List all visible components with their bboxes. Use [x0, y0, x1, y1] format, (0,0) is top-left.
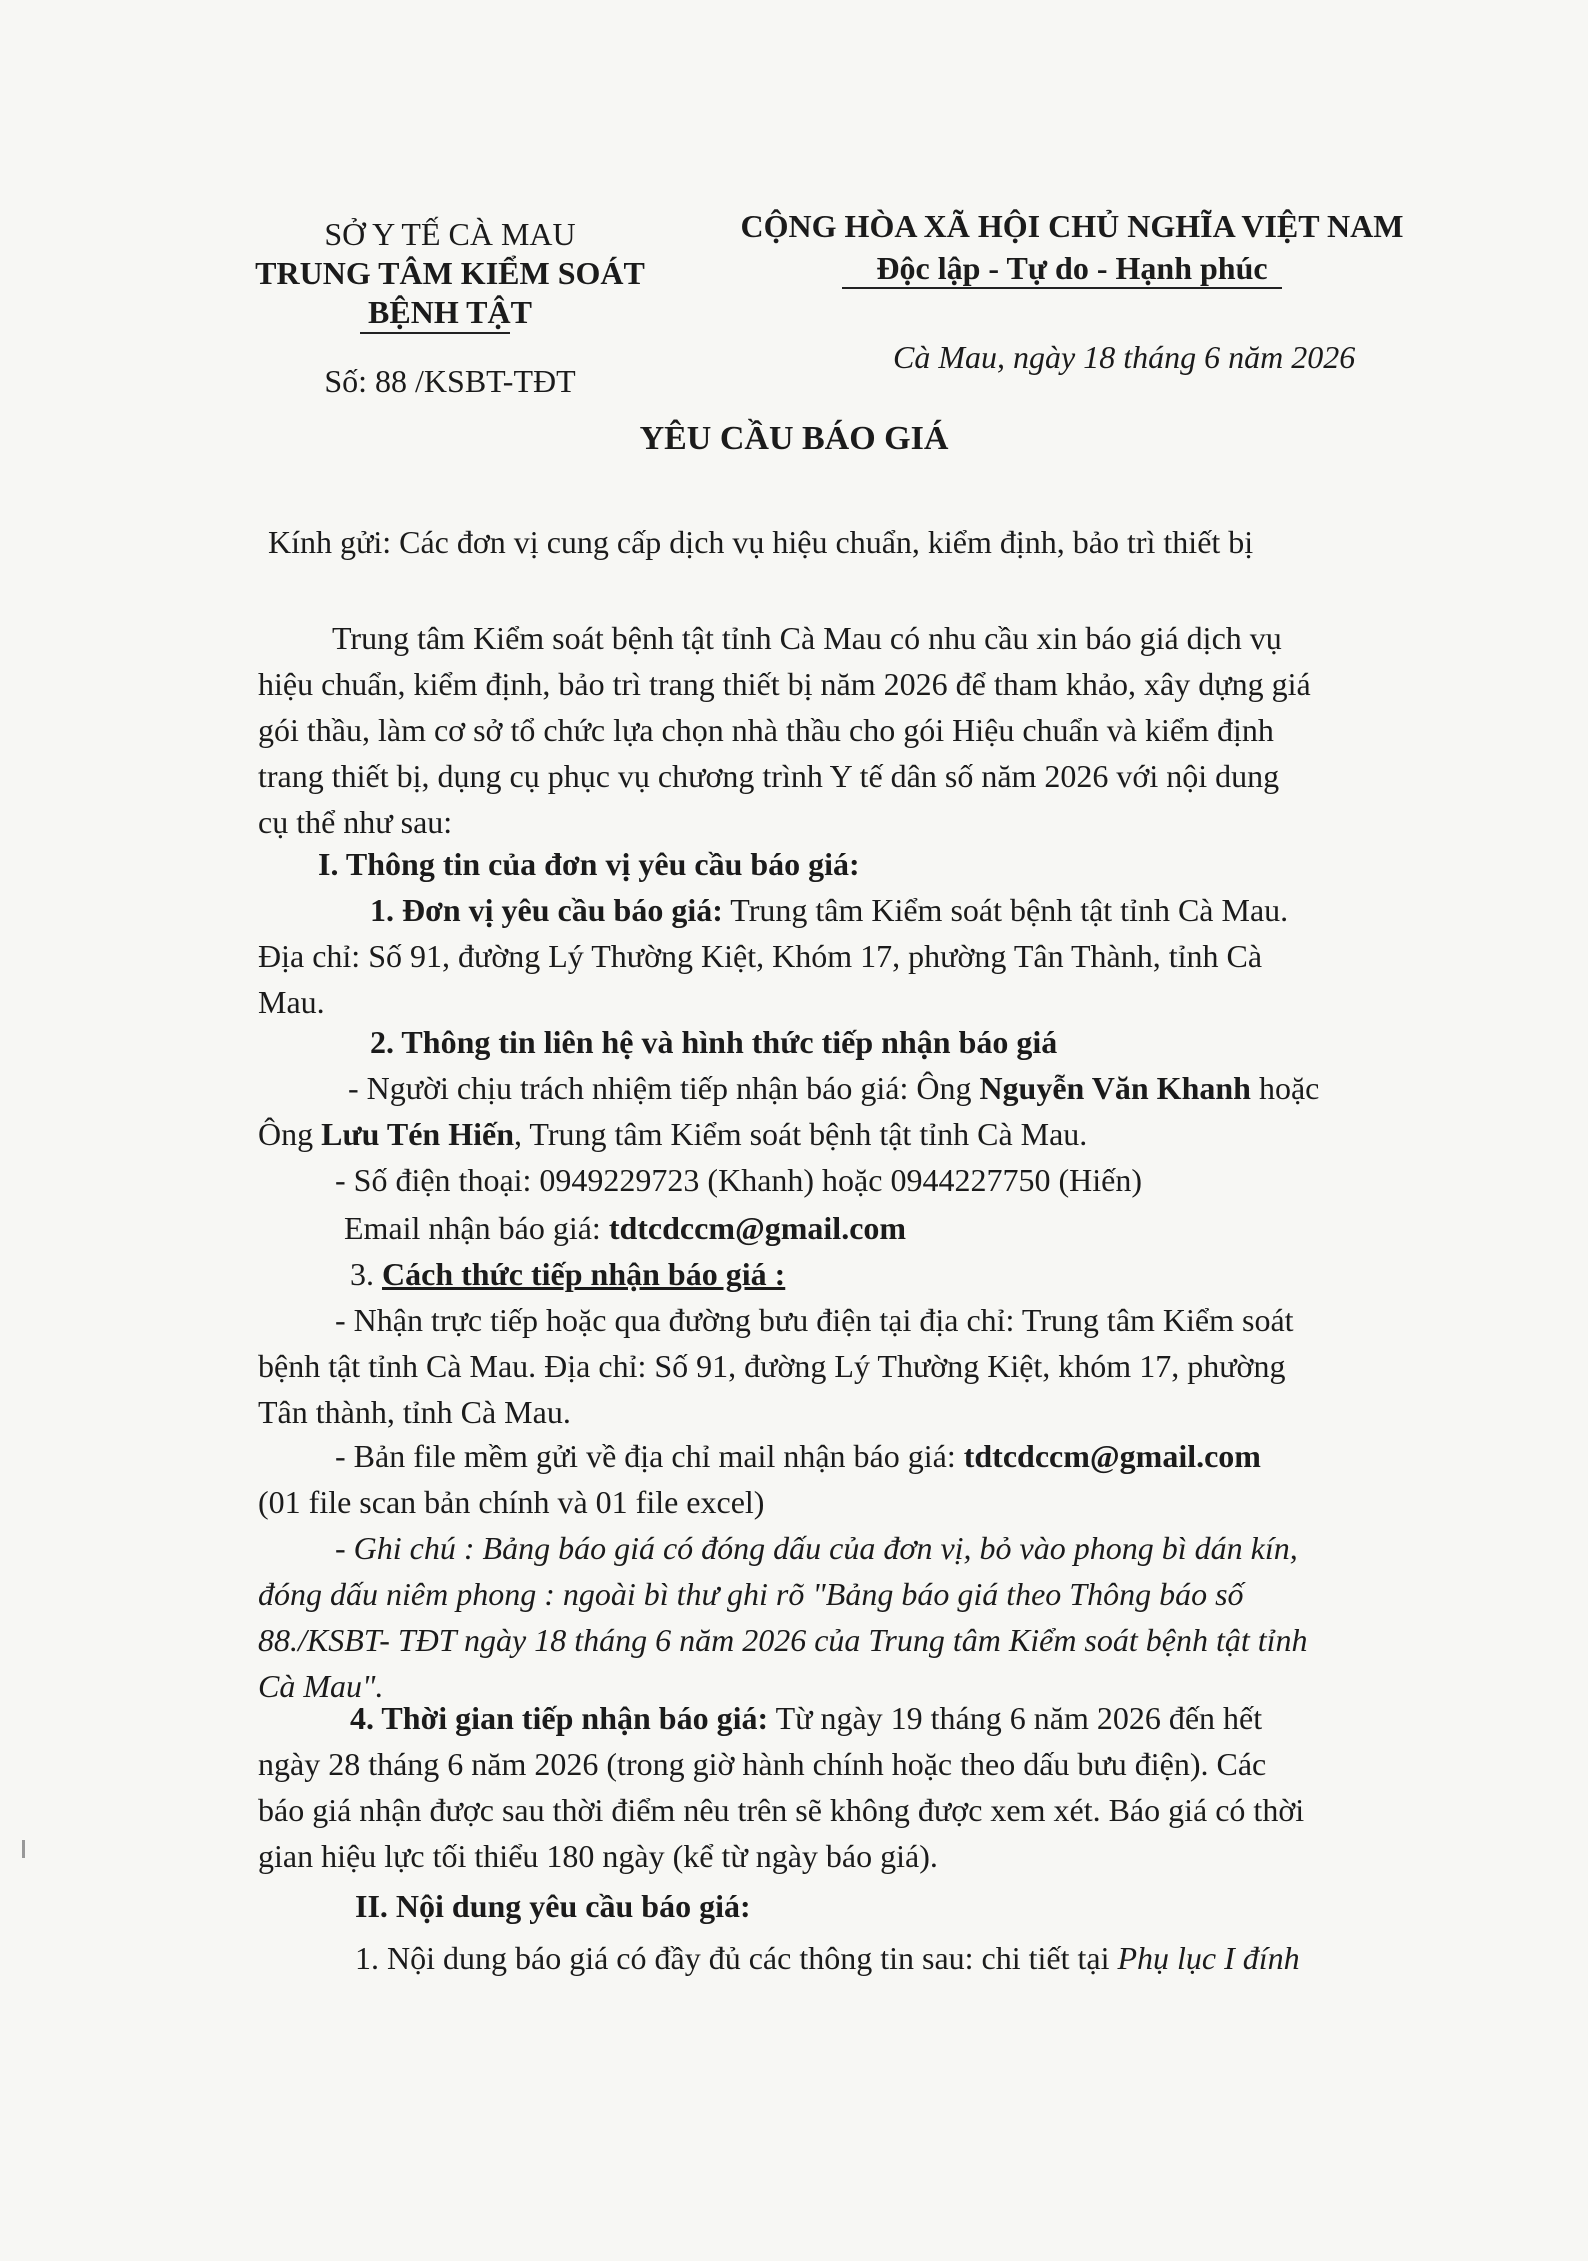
item-3-line-1: - Nhận trực tiếp hoặc qua đường bưu điện tại địa chỉ: Trung tâm Kiểm soát — [335, 1302, 1294, 1338]
item-3-heading: Cách thức tiếp nhận báo giá : — [382, 1256, 786, 1292]
item-3-line-4-prefix: - Bản file mềm gửi về địa chỉ mail nhận báo giá: — [335, 1438, 964, 1474]
agency-name-line2: BỆNH TẬT — [368, 294, 532, 330]
section-1-heading: I. Thông tin của đơn vị yêu cầu báo giá: — [318, 846, 860, 882]
note-line-3: 88./KSBT- TĐT ngày 18 tháng 6 năm 2026 của Trung tâm Kiểm soát bệnh tật tỉnh — [258, 1622, 1308, 1658]
note-line-2: đóng dấu niêm phong : ngoài bì thư ghi rõ "Bảng báo giá theo Thông báo số — [258, 1576, 1244, 1612]
item-2-person-mid: hoặc — [1250, 1070, 1320, 1106]
email-link-2[interactable]: tdtcdccm@gmail.com — [963, 1438, 1261, 1474]
section-2-item-1-italic: Phụ lục I đính — [1117, 1940, 1300, 1976]
agency-name-line1: TRUNG TÂM KIỂM SOÁT — [255, 255, 645, 291]
item-1-address-1: Địa chỉ: Số 91, đường Lý Thường Kiệt, Khóm 17, phường Tân Thành, tỉnh Cà — [258, 938, 1263, 974]
document-number: Số: 88 /KSBT-TĐT — [324, 363, 576, 399]
item-3-line-4 — [335, 1438, 1261, 1475]
item-3-number: 3. — [350, 1256, 382, 1292]
country-name: CỘNG HÒA XÃ HỘI CHỦ NGHĨA VIỆT NAM — [740, 208, 1404, 244]
item-1-label: 1. Đơn vị yêu cầu báo giá: — [370, 892, 723, 928]
item-3-line-2: bệnh tật tỉnh Cà Mau. Địa chỉ: Số 91, đường Lý Thường Kiệt, khóm 17, phường — [258, 1348, 1286, 1384]
item-2-heading: 2. Thông tin liên hệ và hình thức tiếp nhận báo giá — [370, 1024, 1058, 1060]
item-4-line-2: ngày 28 tháng 6 năm 2026 (trong giờ hành chính hoặc theo dấu bưu điện). Các — [258, 1746, 1267, 1782]
place-date: Cà Mau, ngày 18 tháng 6 năm 2026 — [893, 339, 1356, 375]
intro-line-4: trang thiết bị, dụng cụ phục vụ chương trình Y tế dân số năm 2026 với nội dung — [258, 758, 1280, 794]
item-4-label: 4. Thời gian tiếp nhận báo giá: — [350, 1700, 769, 1736]
item-4-text: Từ ngày 19 tháng 6 năm 2026 đến hết — [768, 1700, 1263, 1736]
national-motto: Độc lập - Tự do - Hạnh phúc — [876, 250, 1268, 286]
item-3-line-3: Tân thành, tỉnh Cà Mau. — [258, 1394, 571, 1430]
item-2-email-label: Email nhận báo giá: — [344, 1210, 609, 1246]
section-2-item-1-prefix: 1. Nội dung báo giá có đầy đủ các thông tin sau: chi tiết tại — [355, 1940, 1118, 1976]
motto-underline — [842, 287, 1282, 289]
contact-person-2: Lưu Tén Hiến — [321, 1116, 514, 1152]
agency-parent: SỞ Y TẾ CÀ MAU — [324, 216, 576, 252]
section-2-heading: II. Nội dung yêu cầu báo giá: — [355, 1888, 751, 1924]
item-3-heading-line — [350, 1256, 785, 1293]
intro-line-3: gói thầu, làm cơ sở tổ chức lựa chọn nhà thầu cho gói Hiệu chuẩn và kiểm định — [258, 712, 1274, 748]
item-4-line-1 — [350, 1700, 1262, 1737]
item-4-line-4: gian hiệu lực tối thiểu 180 ngày (kể từ ngày báo giá). — [258, 1838, 938, 1874]
scan-speck — [22, 1840, 25, 1858]
intro-line-5: cụ thể như sau: — [258, 804, 453, 840]
agency-underline — [360, 332, 510, 334]
email-link[interactable]: tdtcdccm@gmail.com — [608, 1210, 907, 1246]
section-2-item-1 — [355, 1940, 1300, 1977]
item-4-line-3: báo giá nhận được sau thời điểm nêu trên sẽ không được xem xét. Báo giá có thời — [258, 1792, 1305, 1828]
item-2-line2-suffix: , Trung tâm Kiểm soát bệnh tật tỉnh Cà Mau. — [514, 1116, 1088, 1152]
note-line-4: Cà Mau". — [258, 1668, 384, 1704]
item-2-person-line — [348, 1070, 1319, 1107]
item-2-email-line — [344, 1210, 906, 1247]
contact-person-1: Nguyễn Văn Khanh — [979, 1070, 1251, 1106]
document-title: YÊU CẦU BÁO GIÁ — [639, 420, 949, 457]
intro-line-1: Trung tâm Kiểm soát bệnh tật tỉnh Cà Mau có nhu cầu xin báo giá dịch vụ — [332, 620, 1282, 656]
item-1-line — [370, 892, 1288, 929]
recipient-line: Kính gửi: Các đơn vị cung cấp dịch vụ hiệu chuẩn, kiểm định, bảo trì thiết bị — [268, 524, 1254, 560]
item-3-line-5: (01 file scan bản chính và 01 file excel) — [258, 1484, 765, 1520]
item-1-address-2: Mau. — [258, 984, 325, 1020]
item-2-phone: - Số điện thoại: 0949229723 (Khanh) hoặc 0944227750 (Hiến) — [335, 1162, 1142, 1198]
note-line-1: - Ghi chú : Bảng báo giá có đóng dấu của đơn vị, bỏ vào phong bì dán kín, — [335, 1530, 1298, 1566]
item-2-person-line-2 — [258, 1116, 1087, 1153]
item-1-text: Trung tâm Kiểm soát bệnh tật tỉnh Cà Mau. — [722, 892, 1289, 928]
intro-line-2: hiệu chuẩn, kiểm định, bảo trì trang thiết bị năm 2026 để tham khảo, xây dựng giá — [258, 666, 1311, 702]
item-2-person-prefix: - Người chịu trách nhiệm tiếp nhận báo giá: Ông — [348, 1070, 980, 1106]
item-2-line2-prefix: Ông — [258, 1116, 322, 1152]
